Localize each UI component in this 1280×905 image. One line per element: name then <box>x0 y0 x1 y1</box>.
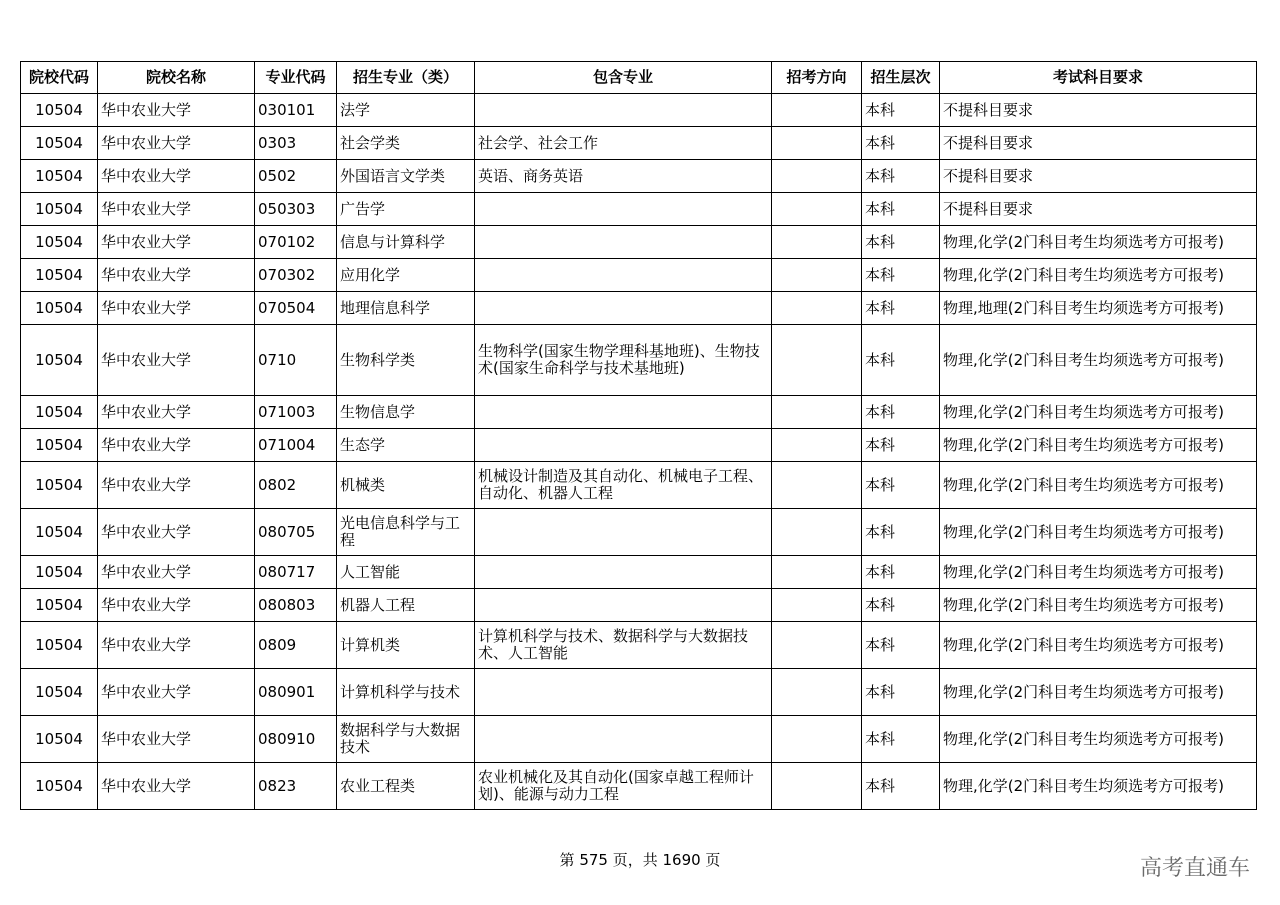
cell-school-code: 10504 <box>21 292 98 325</box>
table-row <box>21 509 1257 556</box>
cell-included-majors: 生物科学(国家生物学理科基地班)、生物技术(国家生命科学与技术基地班) <box>475 325 772 396</box>
cell-major-code: 0710 <box>255 325 337 396</box>
cell-direction <box>772 292 862 325</box>
table-row <box>21 127 1257 160</box>
cell-subject-requirements: 物理,化学(2门科目考生均须选考方可报考) <box>940 763 1257 810</box>
cell-included-majors: 英语、商务英语 <box>475 160 772 193</box>
cell-school-code: 10504 <box>21 716 98 763</box>
header-included-majors: 包含专业 <box>475 62 772 94</box>
cell-school-name: 华中农业大学 <box>98 556 255 589</box>
cell-school-code: 10504 <box>21 429 98 462</box>
cell-level: 本科 <box>862 509 940 556</box>
table-row <box>21 226 1257 259</box>
table-row <box>21 763 1257 810</box>
cell-level: 本科 <box>862 556 940 589</box>
cell-level: 本科 <box>862 127 940 160</box>
cell-major: 农业工程类 <box>337 763 475 810</box>
cell-major-code: 070302 <box>255 259 337 292</box>
cell-major-code: 080910 <box>255 716 337 763</box>
cell-level: 本科 <box>862 396 940 429</box>
cell-subject-requirements: 不提科目要求 <box>940 127 1257 160</box>
cell-direction <box>772 193 862 226</box>
header-school-name: 院校名称 <box>98 62 255 94</box>
cell-included-majors <box>475 94 772 127</box>
cell-subject-requirements: 物理,化学(2门科目考生均须选考方可报考) <box>940 669 1257 716</box>
cell-school-code: 10504 <box>21 763 98 810</box>
cell-direction <box>772 325 862 396</box>
cell-school-name: 华中农业大学 <box>98 622 255 669</box>
cell-major: 生态学 <box>337 429 475 462</box>
cell-included-majors <box>475 226 772 259</box>
page-number-footer: 第 575 页，共 1690 页 <box>559 851 721 869</box>
cell-school-code: 10504 <box>21 589 98 622</box>
cell-subject-requirements: 物理,化学(2门科目考生均须选考方可报考) <box>940 396 1257 429</box>
table-row <box>21 94 1257 127</box>
cell-included-majors <box>475 396 772 429</box>
cell-school-name: 华中农业大学 <box>98 94 255 127</box>
cell-included-majors <box>475 716 772 763</box>
watermark: 高考直通车 <box>1139 856 1250 881</box>
cell-subject-requirements: 物理,化学(2门科目考生均须选考方可报考) <box>940 259 1257 292</box>
cell-school-code: 10504 <box>21 556 98 589</box>
header-subject-requirements: 考试科目要求 <box>940 62 1257 94</box>
table-row <box>21 325 1257 396</box>
cell-level: 本科 <box>862 226 940 259</box>
table-row <box>21 160 1257 193</box>
cell-level: 本科 <box>862 292 940 325</box>
cell-major: 外国语言文学类 <box>337 160 475 193</box>
cell-level: 本科 <box>862 429 940 462</box>
cell-school-name: 华中农业大学 <box>98 429 255 462</box>
cell-direction <box>772 259 862 292</box>
cell-subject-requirements: 物理,化学(2门科目考生均须选考方可报考) <box>940 589 1257 622</box>
cell-direction <box>772 226 862 259</box>
cell-direction <box>772 462 862 509</box>
cell-school-name: 华中农业大学 <box>98 292 255 325</box>
cell-direction <box>772 589 862 622</box>
cell-major-code: 080705 <box>255 509 337 556</box>
cell-direction <box>772 669 862 716</box>
cell-major-code: 071003 <box>255 396 337 429</box>
cell-school-name: 华中农业大学 <box>98 325 255 396</box>
cell-major: 应用化学 <box>337 259 475 292</box>
cell-school-code: 10504 <box>21 259 98 292</box>
cell-major: 数据科学与大数据技术 <box>337 716 475 763</box>
cell-subject-requirements: 物理,化学(2门科目考生均须选考方可报考) <box>940 509 1257 556</box>
table-row <box>21 716 1257 763</box>
cell-major: 光电信息科学与工程 <box>337 509 475 556</box>
cell-school-code: 10504 <box>21 462 98 509</box>
table-row <box>21 556 1257 589</box>
table-row <box>21 292 1257 325</box>
cell-school-name: 华中农业大学 <box>98 127 255 160</box>
cell-included-majors <box>475 193 772 226</box>
cell-direction <box>772 127 862 160</box>
cell-level: 本科 <box>862 94 940 127</box>
cell-school-name: 华中农业大学 <box>98 396 255 429</box>
cell-school-name: 华中农业大学 <box>98 193 255 226</box>
cell-level: 本科 <box>862 325 940 396</box>
cell-subject-requirements: 物理,化学(2门科目考生均须选考方可报考) <box>940 462 1257 509</box>
cell-direction <box>772 160 862 193</box>
cell-school-name: 华中农业大学 <box>98 509 255 556</box>
cell-school-code: 10504 <box>21 226 98 259</box>
cell-included-majors <box>475 669 772 716</box>
cell-school-name: 华中农业大学 <box>98 589 255 622</box>
cell-included-majors: 计算机科学与技术、数据科学与大数据技术、人工智能 <box>475 622 772 669</box>
cell-direction <box>772 429 862 462</box>
admissions-table <box>20 61 1257 810</box>
cell-subject-requirements: 不提科目要求 <box>940 160 1257 193</box>
cell-included-majors <box>475 259 772 292</box>
header-direction: 招考方向 <box>772 62 862 94</box>
cell-level: 本科 <box>862 763 940 810</box>
cell-school-code: 10504 <box>21 94 98 127</box>
cell-major: 社会学类 <box>337 127 475 160</box>
cell-school-code: 10504 <box>21 509 98 556</box>
cell-level: 本科 <box>862 259 940 292</box>
cell-major-code: 0823 <box>255 763 337 810</box>
cell-major-code: 0303 <box>255 127 337 160</box>
cell-school-code: 10504 <box>21 127 98 160</box>
cell-included-majors <box>475 509 772 556</box>
cell-direction <box>772 716 862 763</box>
cell-included-majors <box>475 292 772 325</box>
header-level: 招生层次 <box>862 62 940 94</box>
cell-included-majors <box>475 556 772 589</box>
cell-major-code: 0802 <box>255 462 337 509</box>
cell-direction <box>772 556 862 589</box>
cell-school-code: 10504 <box>21 193 98 226</box>
cell-major: 生物信息学 <box>337 396 475 429</box>
table-row <box>21 589 1257 622</box>
cell-major: 机械类 <box>337 462 475 509</box>
table-row <box>21 462 1257 509</box>
cell-major: 计算机类 <box>337 622 475 669</box>
cell-school-code: 10504 <box>21 669 98 716</box>
cell-subject-requirements: 物理,地理(2门科目考生均须选考方可报考) <box>940 292 1257 325</box>
table-row <box>21 396 1257 429</box>
cell-school-name: 华中农业大学 <box>98 160 255 193</box>
cell-major-code: 080901 <box>255 669 337 716</box>
table-row <box>21 193 1257 226</box>
cell-major: 人工智能 <box>337 556 475 589</box>
cell-direction <box>772 509 862 556</box>
cell-subject-requirements: 物理,化学(2门科目考生均须选考方可报考) <box>940 429 1257 462</box>
cell-school-name: 华中农业大学 <box>98 259 255 292</box>
cell-school-name: 华中农业大学 <box>98 226 255 259</box>
cell-included-majors: 机械设计制造及其自动化、机械电子工程、自动化、机器人工程 <box>475 462 772 509</box>
cell-major-code: 080803 <box>255 589 337 622</box>
cell-school-code: 10504 <box>21 396 98 429</box>
cell-school-code: 10504 <box>21 160 98 193</box>
cell-school-code: 10504 <box>21 622 98 669</box>
cell-included-majors: 社会学、社会工作 <box>475 127 772 160</box>
cell-school-name: 华中农业大学 <box>98 716 255 763</box>
cell-major-code: 030101 <box>255 94 337 127</box>
cell-level: 本科 <box>862 193 940 226</box>
header-school-code: 院校代码 <box>21 62 98 94</box>
cell-included-majors: 农业机械化及其自动化(国家卓越工程师计划)、能源与动力工程 <box>475 763 772 810</box>
table-header-row <box>21 62 1257 94</box>
cell-direction <box>772 763 862 810</box>
cell-subject-requirements: 物理,化学(2门科目考生均须选考方可报考) <box>940 716 1257 763</box>
cell-subject-requirements: 物理,化学(2门科目考生均须选考方可报考) <box>940 622 1257 669</box>
cell-subject-requirements: 不提科目要求 <box>940 193 1257 226</box>
table-row <box>21 259 1257 292</box>
cell-major: 机器人工程 <box>337 589 475 622</box>
cell-direction <box>772 396 862 429</box>
cell-subject-requirements: 物理,化学(2门科目考生均须选考方可报考) <box>940 226 1257 259</box>
cell-major-code: 0502 <box>255 160 337 193</box>
cell-major: 信息与计算科学 <box>337 226 475 259</box>
cell-level: 本科 <box>862 669 940 716</box>
cell-major: 地理信息科学 <box>337 292 475 325</box>
cell-major-code: 070102 <box>255 226 337 259</box>
cell-school-name: 华中农业大学 <box>98 462 255 509</box>
cell-school-code: 10504 <box>21 325 98 396</box>
cell-major-code: 0809 <box>255 622 337 669</box>
table-row <box>21 429 1257 462</box>
cell-subject-requirements: 不提科目要求 <box>940 94 1257 127</box>
header-major: 招生专业（类） <box>337 62 475 94</box>
cell-major: 计算机科学与技术 <box>337 669 475 716</box>
table-row <box>21 669 1257 716</box>
cell-major-code: 071004 <box>255 429 337 462</box>
cell-level: 本科 <box>862 716 940 763</box>
cell-direction <box>772 94 862 127</box>
cell-major: 生物科学类 <box>337 325 475 396</box>
cell-subject-requirements: 物理,化学(2门科目考生均须选考方可报考) <box>940 556 1257 589</box>
cell-subject-requirements: 物理,化学(2门科目考生均须选考方可报考) <box>940 325 1257 396</box>
cell-level: 本科 <box>862 589 940 622</box>
cell-major: 广告学 <box>337 193 475 226</box>
cell-level: 本科 <box>862 462 940 509</box>
cell-included-majors <box>475 589 772 622</box>
cell-school-name: 华中农业大学 <box>98 669 255 716</box>
cell-major-code: 070504 <box>255 292 337 325</box>
cell-level: 本科 <box>862 622 940 669</box>
cell-included-majors <box>475 429 772 462</box>
cell-major-code: 050303 <box>255 193 337 226</box>
cell-school-name: 华中农业大学 <box>98 763 255 810</box>
cell-major: 法学 <box>337 94 475 127</box>
cell-major-code: 080717 <box>255 556 337 589</box>
cell-level: 本科 <box>862 160 940 193</box>
cell-direction <box>772 622 862 669</box>
table-row <box>21 622 1257 669</box>
header-major-code: 专业代码 <box>255 62 337 94</box>
